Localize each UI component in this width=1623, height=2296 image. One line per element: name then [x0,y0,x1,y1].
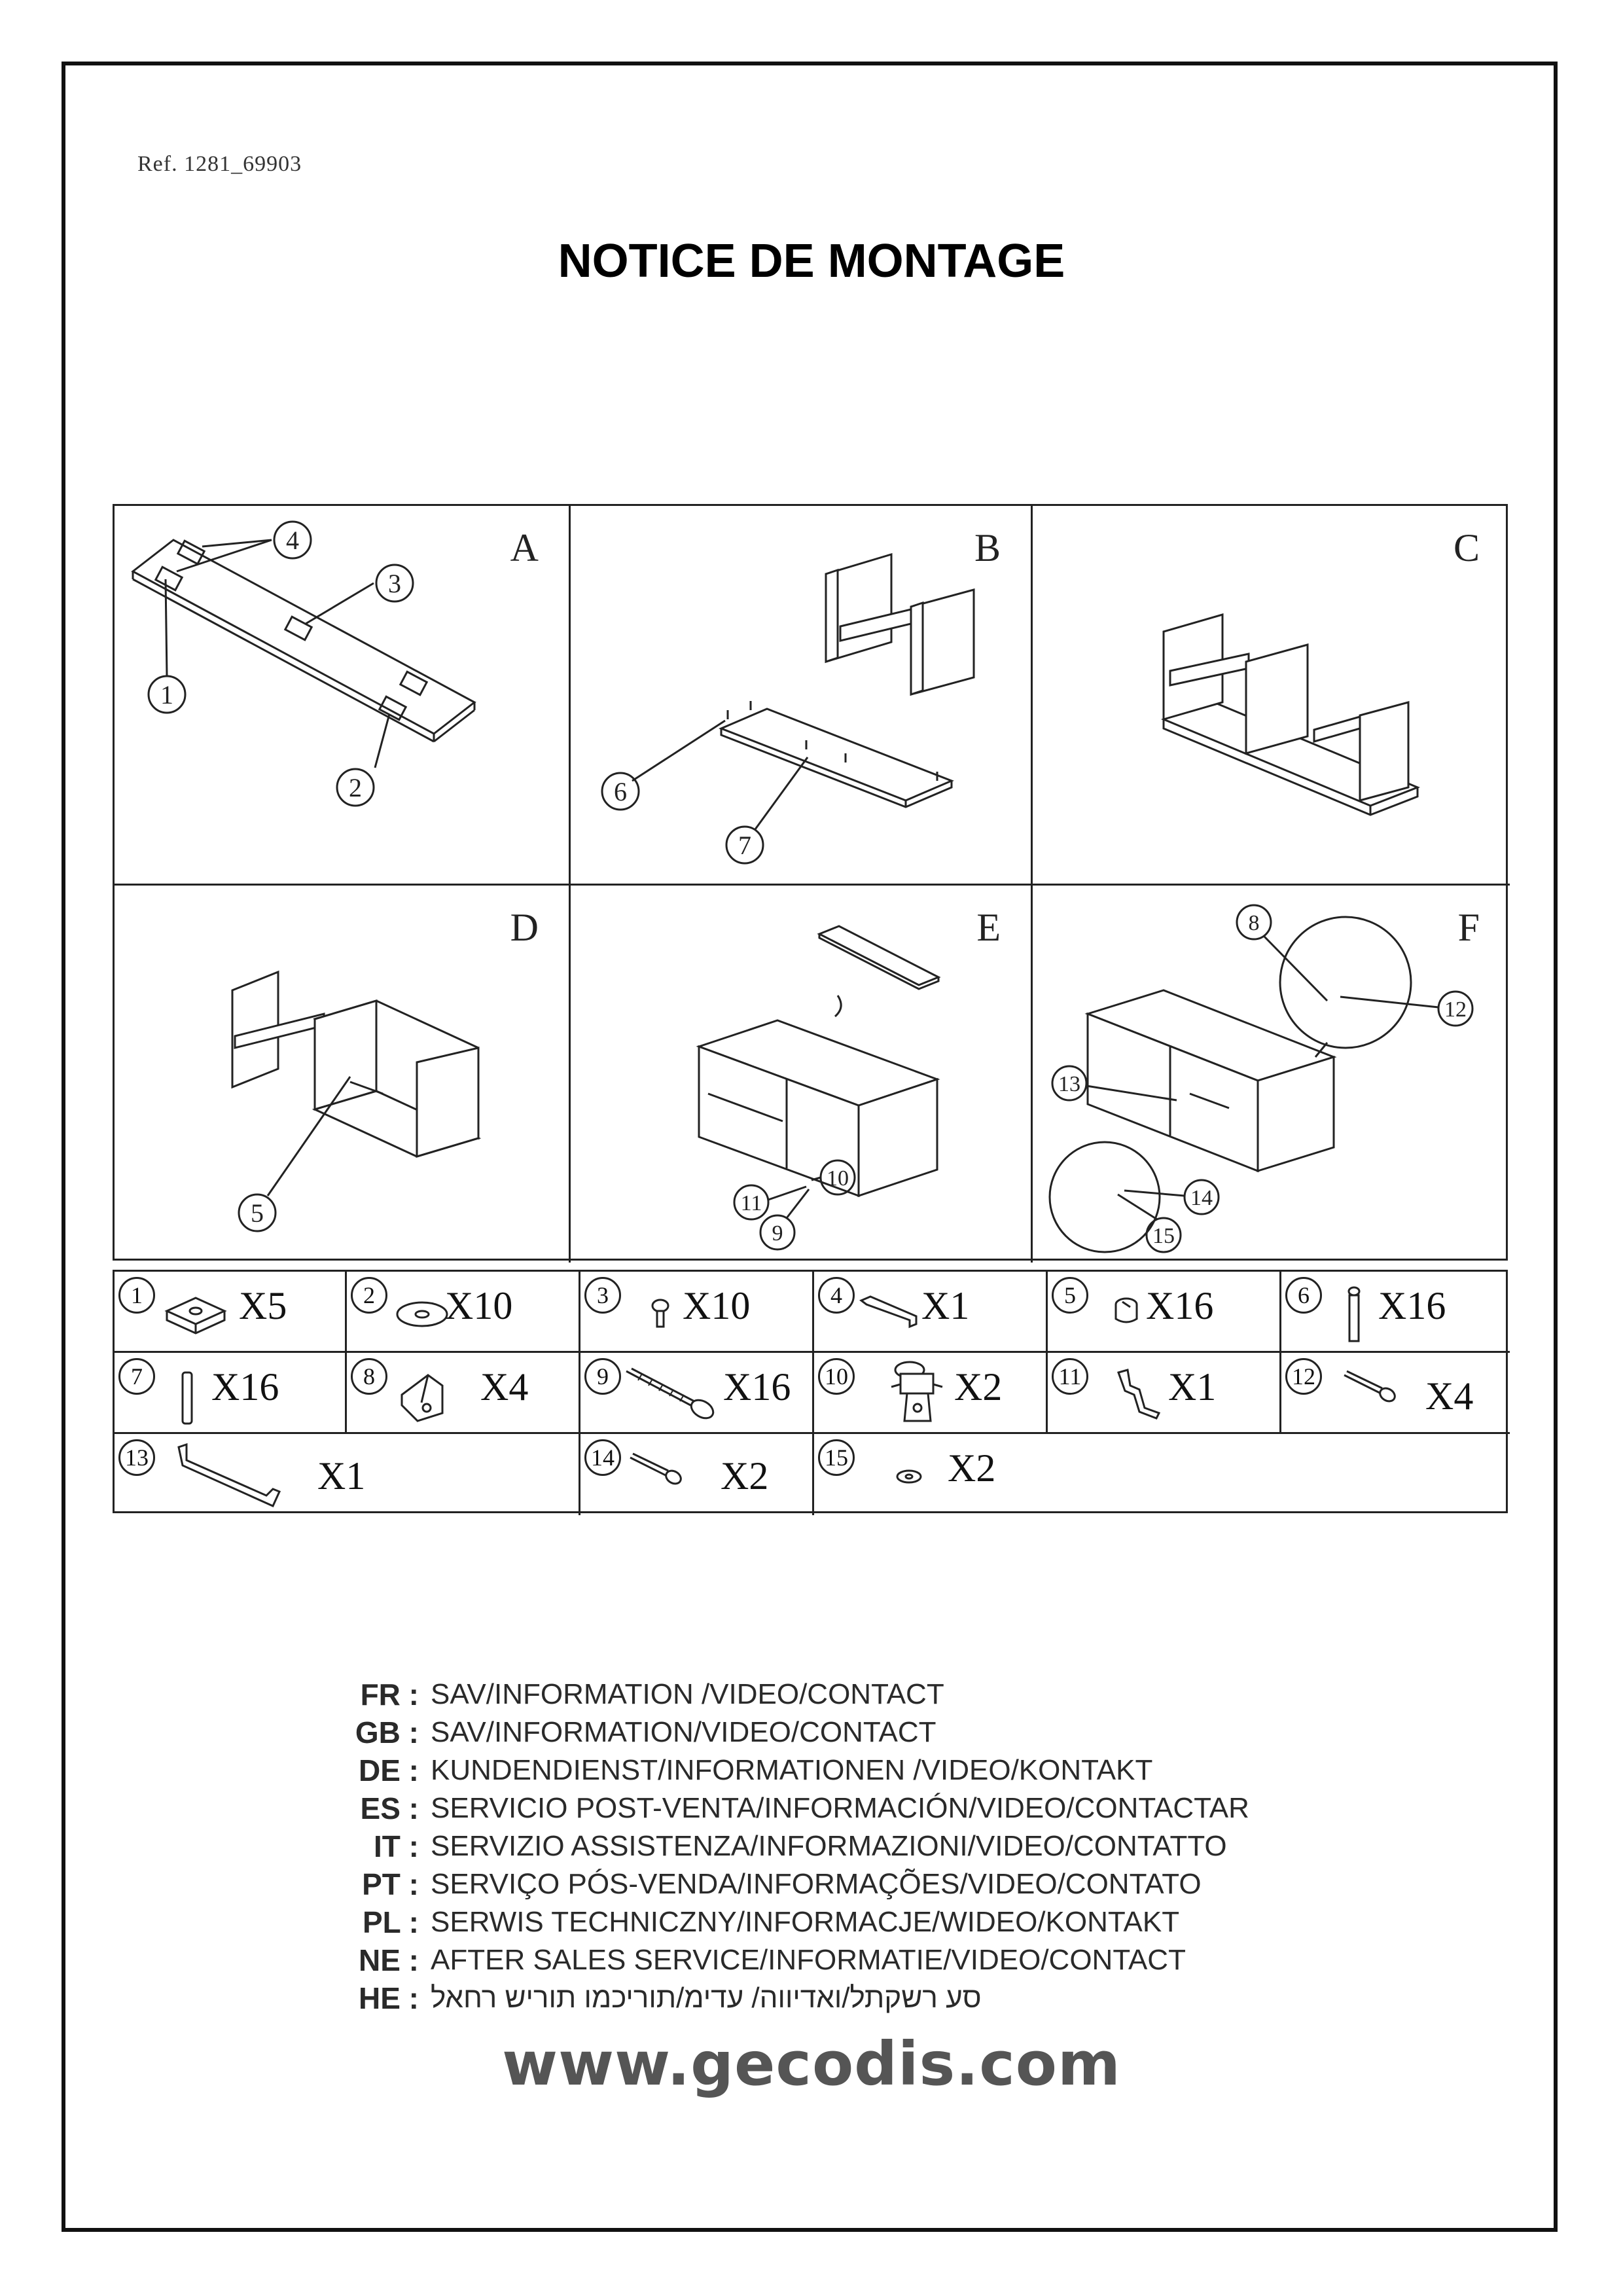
part-number: 7 [118,1358,155,1395]
step-letter: B [974,526,1001,569]
part-number: 6 [1285,1277,1322,1314]
contact-row [340,1751,1322,1789]
part-3 [580,1272,814,1353]
callout-4: 4 [286,526,299,555]
part-number: 11 [1052,1358,1088,1395]
contact-row [340,1676,1322,1713]
part-7 [115,1353,347,1434]
callout-1: 1 [160,680,173,709]
contact-text: SAV/INFORMATION/VIDEO/CONTACT [431,1716,936,1748]
step-c-panel [1033,506,1510,886]
part-quantity: X4 [480,1365,529,1408]
part-6 [1281,1272,1510,1353]
part-number: 8 [351,1358,387,1395]
corner-bracket-icon [395,1366,454,1425]
callout-14: 14 [1190,1186,1213,1210]
contact-text: SERVIÇO PÓS-VENDA/INFORMAÇÕES/VIDEO/CONTATO [431,1868,1202,1900]
cam-lock-icon [1107,1293,1146,1332]
part-11 [1048,1353,1281,1434]
small-washer-icon [893,1467,925,1486]
contact-row [340,1941,1322,1979]
part-number: 1 [118,1277,155,1314]
contact-row [340,1865,1322,1903]
cam-dowel-icon [1344,1283,1364,1346]
part-13 [115,1434,580,1515]
part-number: 14 [584,1439,621,1476]
website-link[interactable]: www.gecodis.com [502,2029,1121,2099]
part-quantity: X16 [723,1365,791,1408]
part-number: 13 [118,1439,155,1476]
part-quantity: X16 [1146,1284,1214,1327]
part-number: 9 [584,1358,621,1395]
language-code: ES : [360,1791,419,1825]
language-code: GB : [355,1715,419,1749]
part-14 [580,1434,814,1515]
hinge-icon [887,1358,946,1430]
part-quantity: X4 [1425,1374,1474,1418]
part-quantity: X5 [239,1284,287,1327]
part-number: 2 [351,1277,387,1314]
part-number: 15 [818,1439,855,1476]
step-a-panel [115,506,571,886]
part-5 [1048,1272,1281,1353]
callout-6: 6 [614,777,627,806]
callout-8: 8 [1248,911,1260,935]
contact-row [340,1789,1322,1827]
step-e-drawing [571,886,1033,1263]
language-code: PT : [362,1867,419,1901]
callout-9: 9 [772,1221,783,1246]
part-number: 10 [818,1358,855,1395]
step-letter: A [510,526,539,569]
contact-row [340,1903,1322,1941]
language-code: IT : [374,1829,419,1863]
block-icon [163,1291,228,1337]
part-quantity: X1 [921,1284,970,1327]
part-1 [115,1272,347,1353]
step-f-panel [1033,886,1510,1263]
step-letter: C [1453,526,1480,569]
contact-text: סע רשקתל/ואדיווה/ עדימ/תוריכמו תוריש רחאל [431,1982,982,2014]
part-quantity: X1 [317,1454,366,1498]
language-code: HE : [359,1981,419,2015]
step-a-drawing [115,506,571,886]
step-letter: F [1457,906,1480,949]
assembly-steps-grid [113,504,1508,1261]
part-number: 4 [818,1277,855,1314]
part-2 [347,1272,580,1353]
part-quantity: X2 [948,1446,996,1490]
language-code: DE : [359,1753,419,1787]
parts-list [113,1270,1508,1513]
callout-5: 5 [251,1198,264,1228]
step-b-panel [571,506,1033,886]
part-quantity: X16 [211,1365,279,1408]
handle-screw-icon [626,1451,685,1490]
callout-10: 10 [827,1166,849,1191]
part-number: 3 [584,1277,621,1314]
part-15 [814,1434,1510,1515]
contact-text: SERVIZIO ASSISTENZA/INFORMAZIONI/VIDEO/CONTATTO [431,1830,1227,1862]
contact-text: KUNDENDIENST/INFORMATIONEN /VIDEO/KONTAKT [431,1754,1153,1786]
allen-key-icon [857,1291,923,1331]
part-10 [814,1353,1048,1434]
callout-13: 13 [1058,1072,1080,1096]
step-c-drawing [1033,506,1510,886]
contact-text: SERWIS TECHNICZNY/INFORMACJE/WIDEO/KONTAKT [431,1906,1180,1938]
part-number: 12 [1285,1358,1322,1395]
step-d-panel [115,886,571,1263]
language-code: PL : [362,1905,419,1939]
part-quantity: X1 [1168,1365,1217,1408]
long-screw-icon [622,1366,721,1425]
part-9 [580,1353,814,1434]
contact-text: SAV/INFORMATION /VIDEO/CONTACT [431,1678,944,1710]
callout-2: 2 [349,773,362,802]
part-quantity: X2 [954,1365,1003,1408]
contact-row [340,1979,1322,2017]
support-contact-list [340,1676,1322,2017]
step-letter: E [976,906,1001,949]
part-8 [347,1353,580,1434]
part-quantity: X10 [445,1284,513,1327]
language-code: FR : [360,1677,419,1712]
reference-number: Ref. 1281_69903 [137,152,302,176]
washer-icon [393,1298,452,1331]
part-number: 5 [1052,1277,1088,1314]
contact-row [340,1827,1322,1865]
callout-11: 11 [740,1191,762,1215]
cam-bolt-icon [649,1298,675,1331]
callout-15: 15 [1152,1224,1175,1248]
step-letter: D [510,906,539,949]
callout-7: 7 [738,831,751,860]
callout-12: 12 [1444,997,1467,1022]
short-screw-icon [1340,1369,1399,1408]
step-d-drawing [115,886,571,1263]
callout-3: 3 [388,569,401,598]
part-quantity: X16 [1378,1284,1446,1327]
step-e-panel [571,886,1033,1263]
part-12 [1281,1353,1510,1434]
language-code: NE : [359,1943,419,1977]
contact-row [340,1713,1322,1751]
part-quantity: X2 [721,1454,769,1498]
handle-icon [175,1443,286,1509]
contact-text: SERVICIO POST-VENTA/INFORMACIÓN/VIDEO/CONTACTAR [431,1792,1249,1824]
page-title: NOTICE DE MONTAGE [558,235,1065,287]
step-f-drawing [1033,886,1510,1263]
part-quantity: X10 [683,1284,751,1327]
step-b-drawing [571,506,1033,886]
part-4 [814,1272,1048,1353]
hinge-plate-icon [1113,1366,1166,1425]
wood-dowel-icon [177,1369,197,1427]
contact-text: AFTER SALES SERVICE/INFORMATIE/VIDEO/CONTACT [431,1944,1186,1976]
